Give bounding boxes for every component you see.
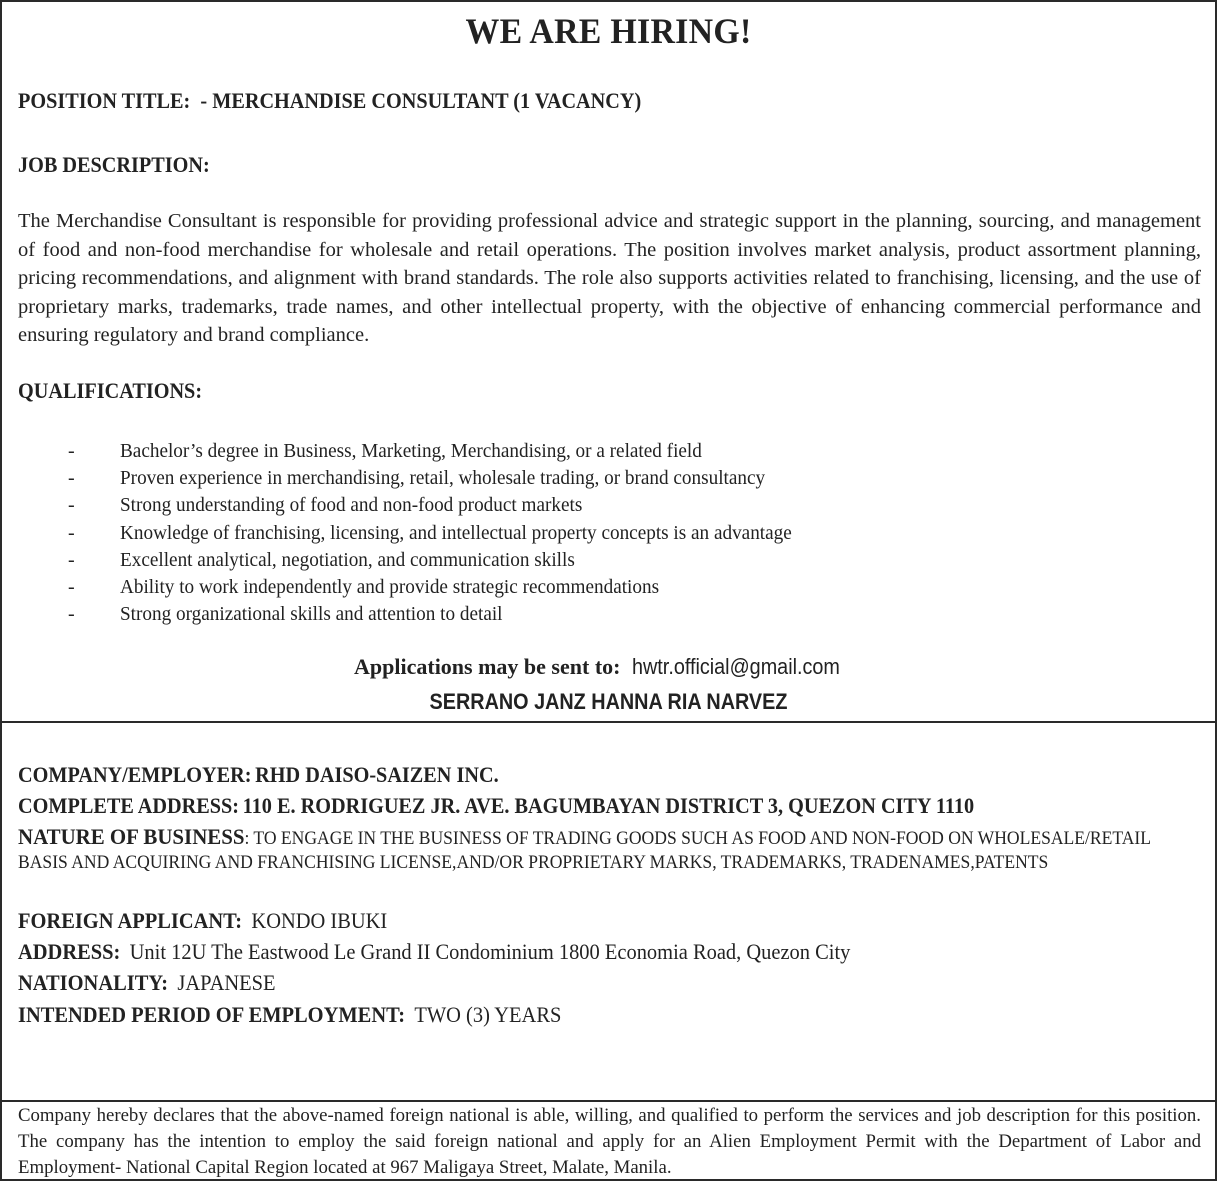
qualifications-heading: QUALIFICATIONS: [18,378,203,403]
list-item [18,438,1195,465]
bullet-dash: - [68,440,75,462]
applicant-address-value: Unit 12U The Eastwood Le Grand II Condominium 1800 Economia Road, Quezon City [129,939,851,964]
position-title [18,88,641,114]
company-address-field [18,793,974,819]
application-label: Applications may be sent to: [354,654,621,679]
qualification-text: Proven experience in merchandising, retail, wholesale trading, or brand consultancy [120,467,766,490]
qualification-text: Ability to work independently and provide strategic recommendations [120,575,660,598]
nature-of-business-value: : TO ENGAGE IN THE BUSINESS OF TRADING GOODS SUCH AS FOOD AND NON-FOOD ON WHOLESALE/RETAIL [244,829,1151,849]
nature-of-business-value-continued: BASIS AND ACQUIRING AND FRANCHISING LICENSE,AND/OR PROPRIETARY MARKS, TRADEMARKS, TRADENAMES,PATENTS [18,853,1049,873]
company-address-label: COMPLETE ADDRESS: [18,793,240,818]
bullet-dash: - [68,575,75,598]
nature-of-business-label: NATURE OF BUSINESS [18,824,245,849]
declaration-text: Company hereby declares that the above-named foreign national is able, willing, and qualified to perform the services and job description for this position. The company has the intention to employ the said foreign national and apply for an Alien Employment Permit with the Department of Labor and Employment- National Capital Region located at 967 Maligaya Street, Malate, Manila. [18,1105,1201,1178]
list-item [18,601,1195,628]
employment-period-label: INTENDED PERIOD OF EMPLOYMENT: [18,1002,406,1027]
qualification-text: Strong understanding of food and non-food product markets [120,494,583,517]
position-value: - MERCHANDISE CONSULTANT (1 VACANCY) [200,88,642,113]
employer-value: RHD DAISO-SAIZEN INC. [255,762,499,787]
company-address-value: 110 E. RODRIGUEZ JR. AVE. BAGUMBAYAN DISTRICT 3, QUEZON CITY 1110 [242,793,975,818]
nature-of-business-field [18,824,1151,850]
nationality-field [18,970,276,996]
employment-period-value: TWO (3) YEARS [414,1002,562,1027]
bullet-dash: - [68,467,75,490]
application-line [2,654,1215,680]
qualification-text: Strong organizational skills and attention to detail [120,603,503,626]
qualifications-list [18,438,1195,628]
applicant-address-label: ADDRESS: [18,939,121,964]
employment-period-field [18,1002,561,1028]
employer-field [18,762,499,788]
job-description-heading: JOB DESCRIPTION: [18,152,210,177]
bullet-dash: - [68,494,75,517]
bullet-dash: - [68,603,75,626]
qualification-text: Bachelor’s degree in Business, Marketing, Merchandising, or a related field [120,440,702,462]
job-description-text: The Merchandise Consultant is responsible for providing professional advice and strategic support in the planning, sourcing, and management of food and non-food merchandise for wholesale and retail operations. The position involves market analysis, product assortment planning, pricing recommendations, and alignment with brand standards. The role also supports activities related to franchising, licensing, and the use of proprietary marks, trademarks, trade names, and other intellectual property, with the objective of enhancing commercial performance and ensuring regulatory and brand compliance. [18,210,1201,346]
contact-name: SERRANO JANZ HANNA RIA NARVEZ [429,689,788,714]
position-label: POSITION TITLE: [18,88,191,113]
list-item [18,574,1195,601]
foreign-applicant-label: FOREIGN APPLICANT: [18,908,243,933]
list-item [18,492,1195,519]
applicant-address-field [18,939,850,965]
list-item [18,520,1195,547]
foreign-applicant-value: KONDO IBUKI [251,908,388,933]
headline: WE ARE HIRING! [465,11,752,51]
qualification-text: Excellent analytical, negotiation, and communication skills [120,548,575,571]
bullet-dash: - [68,548,75,571]
list-item [18,465,1195,492]
bullet-dash: - [68,521,75,544]
application-email-link[interactable]: hwtr.official@gmail.com [631,654,840,679]
foreign-applicant-field [18,908,387,934]
list-item [18,547,1195,574]
employer-label: COMPANY/EMPLOYER: [18,762,252,787]
nationality-value: JAPANESE [177,970,276,995]
qualification-text: Knowledge of franchising, licensing, and intellectual property concepts is an advantage [120,521,792,544]
nationality-label: NATIONALITY: [18,970,169,995]
